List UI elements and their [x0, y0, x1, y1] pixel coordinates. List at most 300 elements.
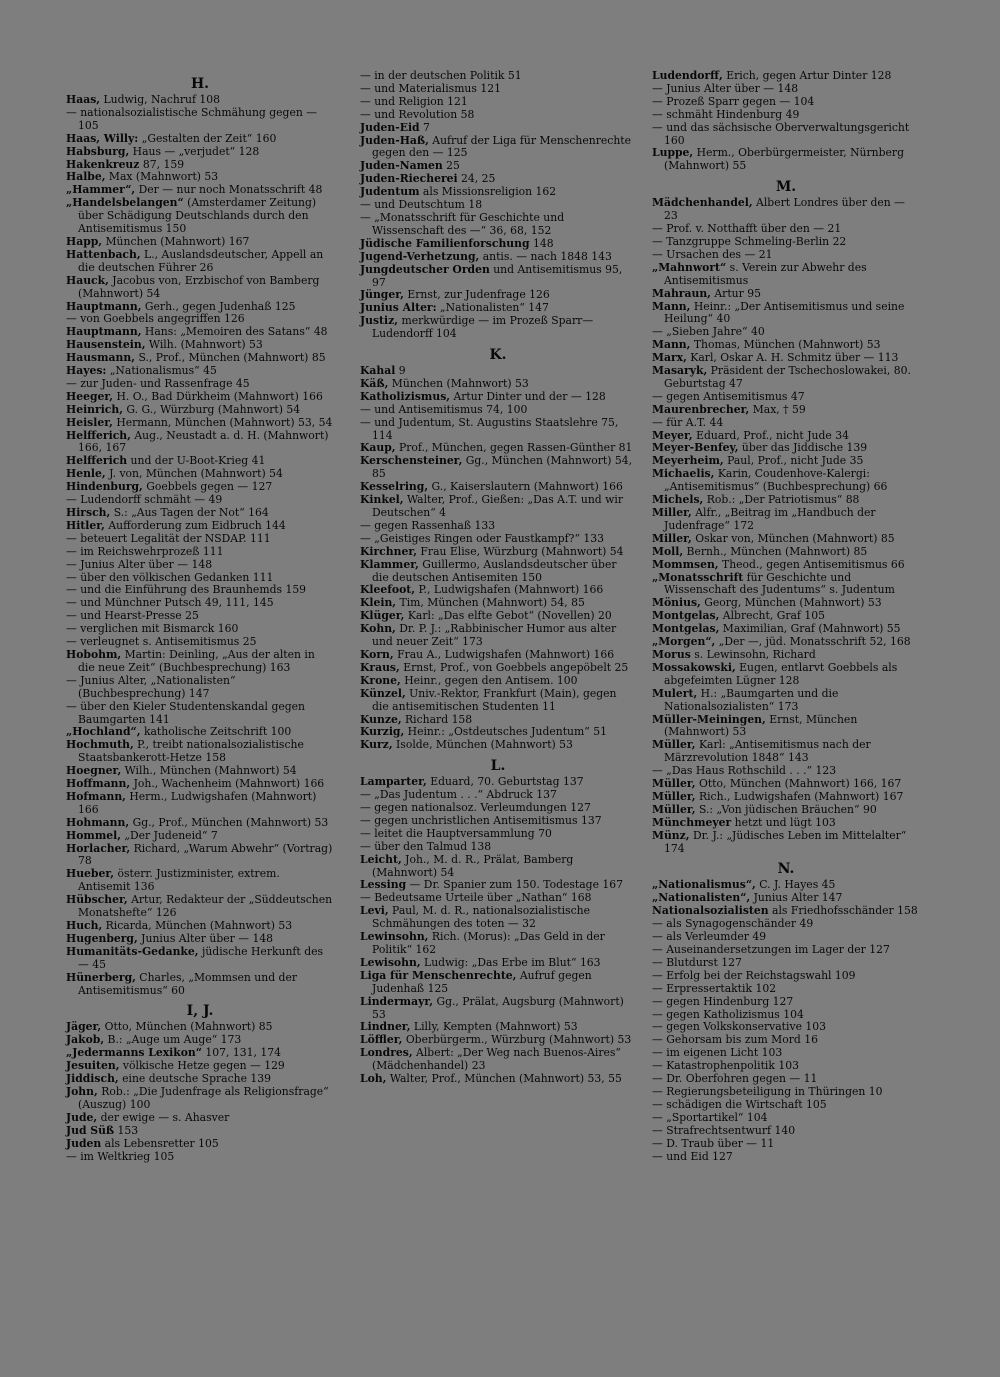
- entry-references: P., treibt nationalsozialistische Staatsbankerott-Hetze 158: [78, 738, 304, 765]
- entry-term: Müller-Meiningen,: [652, 712, 766, 726]
- entry-term: Kaup,: [360, 441, 396, 455]
- index-entry: [66, 1086, 334, 1112]
- entry-references: H.: „Baumgarten und die Nationalsozialisten“ 173: [664, 686, 839, 713]
- entry-references: Alfr., „Beitrag im „Handbuch der Judenfrage“ 172: [664, 506, 876, 532]
- entry-term: Halbe,: [66, 170, 106, 184]
- entry-term: Jude,: [66, 1110, 98, 1124]
- index-entry: [652, 739, 920, 765]
- entry-references: Walter, Prof., München (Mahnwort) 53, 55: [386, 1072, 622, 1086]
- entry-references: L., Auslandsdeutscher, Appell an die deutschen Führer 26: [78, 247, 324, 274]
- entry-references: Max (Mahnwort) 53: [105, 170, 219, 184]
- index-entry: [66, 843, 334, 869]
- entry-references: Junius Alter über — 148: [137, 931, 274, 945]
- entry-references: — Junius Alter über — 148: [652, 81, 799, 95]
- entry-references: — schädigen die Wirtschaft 105: [652, 1097, 827, 1111]
- entry-references: Wilh., München (Mahnwort) 54: [121, 764, 297, 778]
- entry-references: Ludwig: „Das Erbe im Blut“ 163: [420, 955, 601, 969]
- entry-references: — und die Einführung des Braunhemds 159: [66, 583, 307, 597]
- index-entry: [66, 972, 334, 998]
- entry-term: Londres,: [360, 1046, 413, 1060]
- entry-references: S., Prof., München (Mahnwort) 85: [135, 351, 326, 365]
- index-entry: [360, 455, 636, 481]
- index-entry: [360, 212, 636, 238]
- entry-term: Hochmuth,: [66, 738, 134, 752]
- entry-references: Karl, Oskar A. H. Schmitz über — 113: [686, 351, 899, 365]
- entry-term: Klüger,: [360, 609, 405, 623]
- entry-term: Lewinsohn,: [360, 930, 429, 944]
- index-entry: [360, 417, 636, 443]
- entry-term: Humanitäts-Gedanke,: [66, 944, 199, 958]
- entry-term: Hindenburg,: [66, 480, 143, 494]
- index-entry: [66, 701, 334, 727]
- entry-term: „Handelsbelangen“: [66, 196, 184, 210]
- entry-references: s. Lewinsohn, Richard: [690, 647, 816, 661]
- entry-references: Frau Elise, Würzburg (Mahnwort) 54: [416, 544, 624, 558]
- entry-term: John,: [66, 1084, 98, 1098]
- entry-term: Hübscher,: [66, 893, 128, 907]
- entry-references: Oskar von, München (Mahnwort) 85: [691, 531, 895, 545]
- entry-references: G. G., Würzburg (Mahnwort) 54: [123, 402, 301, 416]
- entry-references: — und Deutschtum 18: [360, 198, 483, 212]
- entry-term: Löffler,: [360, 1033, 403, 1047]
- entry-term: Happ,: [66, 234, 103, 248]
- entry-term: Juden-Eid: [360, 120, 420, 134]
- index-entry: [360, 559, 636, 585]
- entry-references: Heinr.: „Der Antisemitismus und seine Heilung“ 40: [664, 299, 905, 326]
- entry-references: Rob.: „Die Judenfrage als Religionsfrage“ (Auszug) 100: [78, 1084, 329, 1111]
- entry-term: Kahal: [360, 364, 396, 378]
- index-entry: [66, 430, 334, 456]
- entry-term: Kraus,: [360, 660, 400, 674]
- entry-references: — leitet die Hauptversammlung 70: [360, 826, 552, 840]
- entry-references: 148: [529, 236, 554, 250]
- entry-references: über das Jiddische 139: [738, 441, 868, 455]
- entry-references: — „Das Haus Rothschild . . .“ 123: [652, 764, 837, 778]
- entry-references: Jacobus von, Erzbischof von Bamberg (Mahnwort) 54: [78, 273, 320, 300]
- entry-references: Hermann, München (Mahnwort) 53, 54: [112, 415, 333, 429]
- index-entry: [66, 675, 334, 701]
- entry-term: Müller,: [652, 777, 696, 791]
- entry-term: Jungdeutscher Orden: [360, 262, 490, 276]
- entry-term: Jud Süß: [66, 1123, 115, 1137]
- entry-term: Judentum: [360, 185, 420, 199]
- entry-term: „Hochland“,: [66, 725, 141, 739]
- section-letter-heading: L.: [490, 758, 506, 775]
- entry-references: C. J. Hayes 45: [755, 878, 836, 892]
- entry-references: Gg., München (Mahnwort) 54, 85: [372, 454, 633, 481]
- entry-references: als Missionsreligion 162: [419, 185, 557, 199]
- entry-references: 87, 159: [139, 157, 185, 171]
- entry-references: Junius Alter 147: [750, 891, 843, 905]
- entry-term: Hoegner,: [66, 764, 122, 778]
- entry-references: — und Materialismus 121: [360, 81, 501, 95]
- entry-references: — gegen Rassenhaß 133: [360, 518, 496, 532]
- entry-references: Martin: Deinling, „Aus der alten in die neue Zeit“ (Buchbesprechung) 163: [78, 647, 315, 674]
- entry-term: Marx,: [652, 351, 687, 365]
- entry-term: Haas, Willy:: [66, 131, 139, 145]
- index-entry: [360, 494, 636, 520]
- entry-references: Georg, München (Mahnwort) 53: [700, 596, 882, 610]
- entry-references: — verleugnet s. Antisemitismus 25: [66, 635, 257, 649]
- entry-references: 7: [419, 120, 430, 134]
- entry-references: jüdische Herkunft des — 45: [78, 944, 324, 971]
- index-entry: [66, 739, 334, 765]
- entry-term: Mädchenhandel,: [652, 196, 753, 210]
- entry-term: Leicht,: [360, 852, 402, 866]
- entry-term: Moll,: [652, 544, 684, 558]
- entry-references: — und Hearst-Presse 25: [66, 609, 199, 623]
- entry-term: Haas,: [66, 93, 101, 106]
- entry-term: Müller,: [652, 738, 696, 752]
- entry-references: Aufruf gegen Judenhaß 125: [372, 968, 592, 995]
- entry-references: und Antisemitismus 95, 97: [372, 262, 623, 289]
- entry-term: Junius Alter:: [360, 301, 437, 315]
- entry-references: — Bedeutsame Urteile über „Nathan“ 168: [360, 891, 592, 905]
- entry-references: Albert Londres über den — 23: [664, 196, 905, 223]
- entry-references: S.: „Von jüdischen Bräuchen“ 90: [695, 802, 877, 816]
- entry-references: eine deutsche Sprache 139: [118, 1072, 272, 1086]
- entry-references: „Gestalten der Zeit“ 160: [138, 131, 277, 145]
- entry-term: Mann,: [652, 299, 691, 313]
- entry-term: Krone,: [360, 673, 401, 687]
- entry-references: B.: „Auge um Auge“ 173: [104, 1033, 242, 1047]
- entry-references: — Junius Alter, „Nationalisten“ (Buchbesprechung) 147: [66, 673, 236, 700]
- index-entry: [652, 688, 920, 714]
- entry-term: Hobohm,: [66, 647, 122, 661]
- index-entry: [360, 905, 636, 931]
- entry-references: Ricarda, München (Mahnwort) 53: [102, 919, 293, 932]
- entry-references: Gerh., gegen Judenhaß 125: [141, 299, 296, 313]
- entry-term: Hattenbach,: [66, 247, 141, 261]
- entry-term: Ludendorff,: [652, 69, 723, 82]
- entry-references: — und Antisemitismus 74, 100: [360, 402, 528, 416]
- entry-term: Huch,: [66, 919, 103, 932]
- entry-references: — Erpressertaktik 102: [652, 981, 777, 995]
- entry-term: Liga für Menschenrechte,: [360, 968, 517, 982]
- entry-references: — Ludendorff schmäht — 49: [66, 493, 223, 507]
- entry-references: Oberbürgerm., Würzburg (Mahnwort) 53: [402, 1033, 632, 1047]
- entry-term: Hauptmann,: [66, 325, 142, 339]
- entry-references: Dr. J.: „Jüdisches Leben im Mittelalter“ 174: [664, 828, 907, 855]
- entry-references: — „Das Judentum . . .“ Abdruck 137: [360, 788, 557, 802]
- entry-references: Der — nur noch Monatsschrift 48: [135, 183, 323, 197]
- entry-term: Heisler,: [66, 415, 113, 429]
- entry-references: — von Goebbels angegriffen 126: [66, 312, 245, 326]
- entry-references: Prof., München, gegen Rassen-Günther 81: [395, 441, 633, 455]
- entry-references: — über den Kieler Studentenskandal gegen Baumgarten 141: [66, 699, 305, 726]
- entry-term: Hakenkreuz: [66, 157, 140, 171]
- entry-term: Kunze,: [360, 712, 402, 726]
- entry-references: — in der deutschen Politik 51: [360, 69, 522, 82]
- entry-term: Juden: [66, 1136, 102, 1150]
- index-entry: [66, 197, 334, 236]
- entry-references: merkwürdige — im Prozeß Sparr—Ludendorff 104: [372, 314, 594, 341]
- entry-references: Artur, Redakteur der „Süddeutschen Monatshefte“ 126: [78, 893, 333, 920]
- entry-term: Meyerheim,: [652, 454, 724, 468]
- entry-term: Käß,: [360, 376, 389, 390]
- entry-term: Kleefoot,: [360, 583, 416, 597]
- entry-references: „Der —, jüd. Monatsschrift 52, 168: [715, 635, 911, 649]
- entry-references: Paul, M. d. R., nationalsozialistische Schmähungen des toten — 32: [372, 904, 590, 931]
- entry-references: Ernst, München (Mahnwort) 53: [664, 712, 858, 739]
- entry-references: — D. Traub über — 11: [652, 1136, 775, 1150]
- entry-term: Jakob,: [66, 1033, 105, 1047]
- entry-references: Frau A., Ludwigshafen (Mahnwort) 166: [393, 647, 615, 661]
- entry-term: „Jedermanns Lexikon“: [66, 1046, 202, 1060]
- entry-term: Meyer,: [652, 428, 693, 442]
- entry-term: Kurzig,: [360, 725, 405, 739]
- entry-references: — nationalsozialistische Schmähung gegen — 105: [66, 105, 318, 132]
- entry-references: 24, 25: [457, 172, 496, 186]
- entry-references: Haus — „verjudet“ 128: [129, 144, 260, 158]
- entry-references: Bernh., München (Mahnwort) 85: [683, 544, 868, 558]
- entry-references: als Friedhofsschänder 158: [768, 904, 918, 918]
- entry-references: Rich. (Morus): „Das Geld in der Politik“ 162: [372, 930, 605, 956]
- entry-references: — beteuert Legalität der NSDAP. 111: [66, 531, 271, 545]
- entry-references: — Prof. v. Notthafft über den — 21: [652, 222, 842, 236]
- entry-term: Levi,: [360, 904, 389, 918]
- entry-term: Juden-Riecherei: [360, 172, 458, 186]
- entry-references: — „Monatsschrift für Geschichte und Wissenschaft des —“ 36, 68, 152: [360, 210, 565, 237]
- entry-references: Eduard, 70. Geburtstag 137: [426, 775, 584, 789]
- entry-references: Max, † 59: [749, 402, 806, 416]
- section-letter-heading: K.: [489, 347, 507, 364]
- index-entry: [652, 301, 920, 327]
- entry-term: „Mahnwort“: [652, 260, 727, 274]
- entry-references: Heinr., gegen den Antisem. 100: [400, 673, 578, 687]
- entry-term: Mann,: [652, 338, 691, 352]
- entry-term: Hauck,: [66, 273, 109, 287]
- index-entry: [66, 1151, 334, 1164]
- entry-references: Ernst, Prof., von Goebbels angepöbelt 25: [399, 660, 629, 674]
- entry-term: Miller,: [652, 531, 692, 545]
- entry-term: Kerschensteiner,: [360, 454, 463, 468]
- entry-references: Aug., Neustadt a. d. H. (Mahnwort) 166, 167: [78, 428, 329, 455]
- entry-references: — als Verleumder 49: [652, 930, 767, 944]
- entry-references: — Ursachen des — 21: [652, 247, 773, 261]
- entry-references: — Katastrophenpolitik 103: [652, 1059, 799, 1073]
- entry-references: Ludwig, Nachruf 108: [100, 93, 221, 106]
- entry-term: Juden-Namen: [360, 159, 443, 173]
- entry-references: — Strafrechtsentwurf 140: [652, 1123, 796, 1137]
- index-entry: [66, 894, 334, 920]
- index-entry: [66, 946, 334, 972]
- entry-term: Heinrich,: [66, 402, 123, 416]
- entry-references: „Nationalismus“ 45: [106, 364, 217, 378]
- entry-references: — und Eid 127: [652, 1149, 733, 1163]
- entry-term: „Monatsschrift: [652, 570, 744, 584]
- entry-references: Albrecht, Graf 105: [719, 609, 825, 623]
- entry-term: Helfferich,: [66, 428, 131, 442]
- entry-references: Artur 95: [710, 286, 761, 300]
- entry-references: — Regierungsbeteiligung in Thüringen 10: [652, 1084, 883, 1098]
- entry-references: Karl: „Das elfte Gebot“ (Novellen) 20: [404, 609, 612, 623]
- entry-term: Hitler,: [66, 518, 105, 532]
- entry-term: Jesuiten,: [66, 1059, 120, 1073]
- index-entry: [66, 275, 334, 301]
- index-entry: [360, 1073, 636, 1086]
- index-column-2: [360, 70, 636, 1086]
- entry-term: Klein,: [360, 596, 397, 610]
- index-entry: [360, 315, 636, 341]
- entry-term: Lindner,: [360, 1020, 411, 1034]
- entry-references: 9: [395, 364, 406, 378]
- index-entry: [360, 854, 636, 880]
- entry-references: — Dr. Oberfohren gegen — 11: [652, 1072, 818, 1086]
- entry-term: Kurz,: [360, 738, 393, 752]
- entry-references: — im Weltkrieg 105: [66, 1149, 175, 1163]
- entry-term: Morus: [652, 647, 691, 661]
- section-letter-heading: I, J.: [186, 1003, 214, 1020]
- section-letter-heading: H.: [190, 76, 210, 92]
- entry-term: Hirsch,: [66, 506, 111, 519]
- entry-references: Karin, Coudenhove-Kalergi: „Antisemitismus“ (Buchbesprechung) 66: [664, 467, 888, 494]
- entry-term: Juden-Haß,: [360, 133, 429, 147]
- entry-references: — im eigenen Licht 103: [652, 1046, 783, 1060]
- entry-references: Albert: „Der Weg nach Buenos-Aires“ (Mädchenhandel) 23: [372, 1046, 621, 1073]
- entry-references: 153: [114, 1123, 139, 1137]
- entry-references: — und Judentum, St. Augustins Staatslehre 75, 114: [360, 415, 619, 442]
- entry-references: G., Kaiserslautern (Mahnwort) 166: [428, 480, 623, 494]
- entry-references: — Dr. Spanier zum 150. Todestage 167: [406, 878, 624, 892]
- entry-references: Goebbels gegen — 127: [142, 480, 273, 494]
- entry-references: Präsident der Tschechoslowakei, 80. Geburtstag 47: [664, 364, 911, 390]
- entry-references: — über den völkischen Gedanken 111: [66, 570, 274, 584]
- index-entry: [360, 623, 636, 649]
- entry-references: München (Mahnwort) 167: [102, 234, 250, 248]
- entry-references: — Junius Alter über — 148: [66, 557, 213, 571]
- entry-references: Erich, gegen Artur Dinter 128: [722, 69, 892, 82]
- entry-references: — Blutdurst 127: [652, 955, 742, 969]
- entry-references: hetzt und lügt 103: [731, 815, 836, 829]
- index-entry: [66, 107, 334, 133]
- entry-references: — „Sieben Jahre“ 40: [652, 325, 765, 339]
- index-column-3: [652, 70, 920, 1163]
- entry-references: — und Revolution 58: [360, 107, 475, 121]
- entry-term: Hausmann,: [66, 351, 136, 365]
- index-entry: [652, 147, 920, 173]
- entry-term: Lessing: [360, 878, 407, 892]
- entry-term: Jünger,: [360, 288, 404, 302]
- entry-term: Mossakowski,: [652, 660, 736, 674]
- entry-term: Hoffmann,: [66, 777, 131, 791]
- index-entry: [652, 468, 920, 494]
- entry-term: Loh,: [360, 1072, 387, 1086]
- entry-references: 107, 131, 174: [202, 1046, 281, 1060]
- entry-references: Paul, Prof., nicht Jude 35: [723, 454, 864, 468]
- entry-references: — „Geistiges Ringen oder Faustkampf?“ 133: [360, 531, 605, 545]
- entry-references: Guillermo, Auslandsdeutscher über die deutschen Antisemiten 150: [372, 557, 617, 584]
- entry-references: Otto, München (Mahnwort) 85: [101, 1020, 273, 1034]
- entry-references: Otto, München (Mahnwort) 166, 167: [695, 777, 902, 791]
- entry-references: 25: [442, 159, 460, 173]
- entry-references: Joh., Wachenheim (Mahnwort) 166: [130, 777, 325, 791]
- index-entry: [360, 688, 636, 714]
- entry-references: — Tanzgruppe Schmeling-Berlin 22: [652, 234, 847, 248]
- entry-references: — gegen Hindenburg 127: [652, 994, 794, 1008]
- entry-term: Heeger,: [66, 389, 114, 403]
- entry-references: Ernst, zur Judenfrage 126: [403, 288, 550, 302]
- entry-term: Montgelas,: [652, 609, 720, 623]
- entry-references: — Prozeß Sparr gegen — 104: [652, 94, 815, 108]
- entry-references: Gg., Prof., München (Mahnwort) 53: [129, 815, 329, 829]
- entry-term: Lamparter,: [360, 775, 427, 789]
- entry-references: Richard, „Warum Abwehr“ (Vortrag) 78: [78, 841, 333, 868]
- entry-term: Korn,: [360, 647, 394, 661]
- entry-references: antis. — nach 1848 143: [479, 249, 612, 263]
- index-entry: [360, 1047, 636, 1073]
- entry-references: der ewige — s. Ahasver: [97, 1110, 230, 1124]
- entry-term: „Nationalisten“,: [652, 891, 751, 905]
- entry-term: Masaryk,: [652, 364, 708, 378]
- index-entry: [66, 868, 334, 894]
- entry-references: München (Mahnwort) 53: [388, 376, 529, 390]
- entry-references: — gegen nationalsoz. Verleumdungen 127: [360, 801, 591, 815]
- entry-term: Helfferich: [66, 454, 128, 468]
- entry-references: — Erfolg bei der Reichstagswahl 109: [652, 968, 856, 982]
- entry-references: Karl: „Antisemitismus nach der Märzrevolution 1848“ 143: [664, 738, 871, 765]
- entry-references: Theod., gegen Antisemitismus 66: [718, 557, 905, 571]
- index-entry: [652, 572, 920, 598]
- entry-references: Rich., Ludwigshafen (Mahnwort) 167: [695, 789, 904, 803]
- entry-term: Lindermayr,: [360, 994, 434, 1008]
- entry-references: Herm., Oberbürgermeister, Nürnberg (Mahnwort) 55: [664, 146, 904, 173]
- index-entry: [360, 970, 636, 996]
- entry-term: Hueber,: [66, 867, 115, 881]
- entry-references: Rob.: „Der Patriotismus“ 88: [703, 493, 860, 507]
- entry-references: „Der Judeneid“ 7: [120, 828, 218, 842]
- index-entry: [652, 662, 920, 688]
- index-entry: [652, 1151, 920, 1164]
- entry-references: Herm., Ludwigshafen (Mahnwort) 166: [78, 789, 317, 816]
- entry-references: Gg., Prälat, Augsburg (Mahnwort) 53: [372, 994, 624, 1021]
- entry-term: Montgelas,: [652, 622, 720, 636]
- entry-term: Jiddisch,: [66, 1072, 119, 1086]
- entry-term: Miller,: [652, 506, 692, 519]
- entry-term: Hünerberg,: [66, 970, 136, 984]
- index-entry: [652, 262, 920, 288]
- entry-references: Wilh. (Mahnwort) 53: [145, 338, 263, 352]
- entry-references: — und Religion 121: [360, 94, 468, 108]
- entry-term: Jüdische Familienforschung: [360, 236, 530, 250]
- entry-term: Müller,: [652, 802, 696, 816]
- entry-references: für Geschichte und Wissenschaft des Judentums“ s. Judentum: [664, 570, 895, 597]
- entry-references: „Nationalisten“ 147: [436, 301, 549, 315]
- entry-references: J. von, München (Mahnwort) 54: [105, 467, 283, 481]
- entry-references: Hans: „Memoiren des Satans“ 48: [141, 325, 328, 339]
- entry-term: Hayes:: [66, 364, 107, 378]
- index-entry: [66, 649, 334, 675]
- entry-term: „Nationalismus“,: [652, 878, 756, 892]
- entry-term: Michaelis,: [652, 467, 715, 481]
- entry-references: Lilly, Kempten (Mahnwort) 53: [410, 1020, 578, 1034]
- entry-references: als Lebensretter 105: [101, 1136, 219, 1150]
- entry-term: Klammer,: [360, 557, 419, 571]
- entry-references: Isolde, München (Mahnwort) 53: [392, 738, 573, 752]
- entry-term: Münchmeyer: [652, 815, 732, 829]
- entry-references: — gegen Antisemitismus 47: [652, 389, 805, 403]
- index-entry: [360, 739, 636, 752]
- index-entry: [652, 830, 920, 856]
- entry-term: Justiz,: [360, 314, 399, 328]
- index-entry: [66, 791, 334, 817]
- entry-term: Henle,: [66, 467, 106, 481]
- entry-term: Hofmann,: [66, 789, 126, 803]
- index-entry: [360, 996, 636, 1022]
- entry-references: — Gehorsam bis zum Mord 16: [652, 1033, 818, 1047]
- entry-references: Charles, „Mommsen und der Antisemitismus“ 60: [78, 970, 298, 997]
- entry-references: Dr. P. J.: „Rabbinischer Humor aus alter und neuer Zeit“ 173: [372, 622, 617, 649]
